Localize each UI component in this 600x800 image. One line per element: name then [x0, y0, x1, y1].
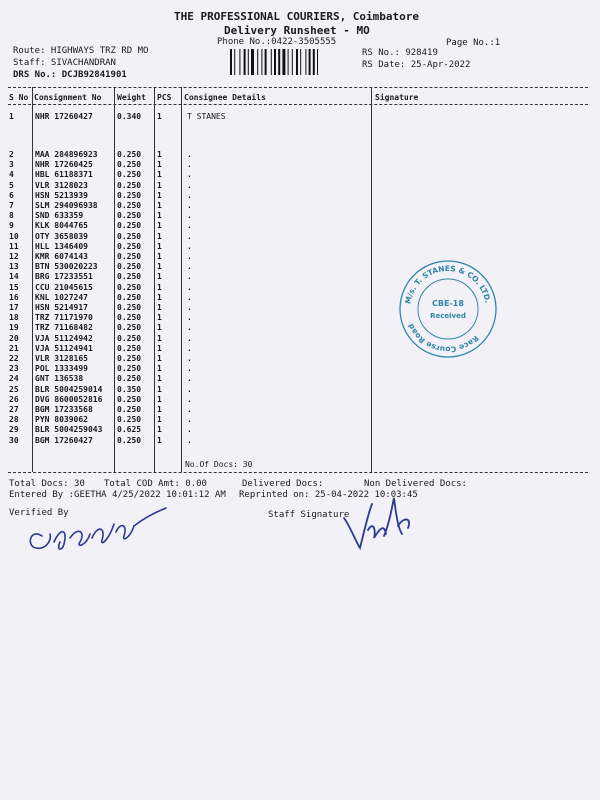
row-consignment-no: HLL 1346409	[35, 241, 88, 251]
row-consignment-no: MAA 284896923	[35, 150, 98, 159]
row-pcs: 1	[157, 160, 162, 170]
row-consignment-no: KLK 8044765	[35, 221, 88, 231]
row-weight: 0.350	[117, 384, 142, 394]
company-title: THE PROFESSIONAL COURIERS, Coimbatore	[174, 10, 420, 23]
row-consignee: .	[187, 354, 192, 363]
row-pcs: 1	[157, 112, 162, 121]
table-row	[8, 405, 578, 415]
row-consignee: .	[187, 323, 192, 333]
row-consignment-no: HSN 5214917	[35, 303, 88, 312]
row-sno: 14	[9, 272, 19, 282]
row-consignment-no: BLR 5004259014	[35, 384, 103, 394]
table-row	[8, 436, 578, 446]
row-consignment-no: TRZ 71171970	[35, 313, 93, 323]
table-top-rule	[8, 87, 588, 88]
row-sno: 1	[9, 112, 14, 121]
row-pcs: 1	[157, 364, 162, 374]
row-sno: 6	[9, 190, 14, 200]
row-weight: 0.250	[117, 272, 142, 282]
row-consignee: .	[187, 241, 192, 251]
row-sno: 5	[9, 180, 14, 190]
row-pcs: 1	[157, 435, 162, 445]
table-row	[8, 201, 578, 211]
row-weight: 0.250	[117, 354, 142, 363]
row-consignment-no: PYN 8039062	[35, 415, 88, 425]
row-consignee: .	[187, 394, 192, 404]
row-sno: 20	[9, 333, 19, 343]
row-consignee: .	[187, 160, 192, 170]
row-consignment-no: VJA 51124942	[35, 333, 93, 343]
table-row	[8, 232, 578, 242]
row-consignee: .	[187, 333, 192, 343]
row-consignee: .	[187, 364, 192, 374]
table-row	[8, 112, 578, 122]
row-sno: 11	[9, 241, 19, 251]
row-weight: 0.250	[117, 313, 142, 323]
row-consignee: .	[187, 303, 192, 312]
stamp-ring-text: M/s. T. STANES & CO. LTD.	[403, 263, 493, 305]
reprinted-on: Reprinted on: 25-04-2022 10:03:45	[239, 490, 418, 500]
table-row	[8, 160, 578, 170]
row-weight: 0.250	[117, 303, 142, 312]
table-row	[8, 150, 578, 160]
row-consignment-no: TRZ 71168482	[35, 323, 93, 333]
row-consignee: .	[187, 231, 192, 241]
row-weight: 0.250	[117, 170, 142, 180]
row-weight: 0.250	[117, 231, 142, 241]
table-row	[8, 374, 578, 384]
table-row	[8, 191, 578, 201]
table-row	[8, 385, 578, 395]
row-pcs: 1	[157, 221, 162, 231]
row-consignee: .	[187, 415, 192, 425]
row-pcs: 1	[157, 405, 162, 414]
col-header-sno: S No	[9, 93, 29, 102]
row-weight: 0.250	[117, 415, 142, 425]
row-weight: 0.250	[117, 333, 142, 343]
row-pcs: 1	[157, 241, 162, 251]
row-pcs: 1	[157, 180, 162, 190]
row-weight: 0.250	[117, 201, 142, 210]
total-docs: Total Docs: 30	[9, 479, 85, 489]
row-sno: 25	[9, 384, 19, 394]
row-weight: 0.250	[117, 435, 142, 445]
row-consignment-no: VLR 3128165	[35, 354, 88, 363]
page-number: Page No.:1	[446, 38, 501, 48]
row-consignment-no: CCU 21045615	[35, 282, 93, 292]
row-consignee: .	[187, 405, 192, 414]
row-sno: 12	[9, 252, 19, 261]
row-pcs: 1	[157, 282, 162, 292]
rs-date: RS Date: 25-Apr-2022	[362, 60, 471, 70]
row-consignee: .	[187, 211, 192, 221]
row-consignee: .	[187, 221, 192, 231]
table-row	[8, 395, 578, 405]
row-sno: 19	[9, 323, 19, 333]
row-pcs: 1	[157, 425, 162, 435]
row-sno: 22	[9, 354, 19, 363]
row-sno: 28	[9, 415, 19, 425]
row-consignee: .	[187, 374, 192, 384]
stamp-center-text: CBE-18	[432, 299, 464, 308]
row-pcs: 1	[157, 394, 162, 404]
row-consignment-no: KMR 6074143	[35, 252, 88, 261]
row-sno: 15	[9, 282, 19, 292]
table-row	[8, 242, 578, 252]
route: Route: HIGHWAYS TRZ RD MO	[13, 46, 149, 56]
row-pcs: 1	[157, 292, 162, 302]
non-delivered-docs: Non Delivered Docs:	[364, 479, 467, 489]
row-sno: 3	[9, 160, 14, 170]
table-row	[8, 364, 578, 374]
row-pcs: 1	[157, 415, 162, 425]
verified-by-label: Verified By	[9, 508, 69, 518]
row-consignee: .	[187, 343, 192, 353]
row-consignment-no: GNT 136538	[35, 374, 84, 384]
row-weight: 0.250	[117, 150, 142, 159]
row-pcs: 1	[157, 303, 162, 312]
row-pcs: 1	[157, 150, 162, 159]
row-consignment-no: BRG 17233551	[35, 272, 93, 282]
row-pcs: 1	[157, 313, 162, 323]
row-consignment-no: NHR 17260425	[35, 160, 93, 170]
row-consignee: .	[187, 201, 192, 210]
row-consignee: .	[187, 292, 192, 302]
row-pcs: 1	[157, 374, 162, 384]
row-consignee: .	[187, 170, 192, 180]
row-weight: 0.250	[117, 323, 142, 333]
no-of-docs: No.Of Docs: 30	[185, 460, 253, 469]
row-consignee: .	[187, 252, 192, 261]
row-sno: 30	[9, 435, 19, 445]
row-sno: 13	[9, 262, 19, 272]
row-consignment-no: DVG 8600052816	[35, 394, 103, 404]
row-sno: 27	[9, 405, 19, 414]
row-consignee: .	[187, 425, 192, 435]
row-pcs: 1	[157, 252, 162, 261]
row-consignee: .	[187, 180, 192, 190]
row-pcs: 1	[157, 201, 162, 210]
row-weight: 0.250	[117, 252, 142, 261]
row-pcs: 1	[157, 384, 162, 394]
row-consignment-no: BGM 17233568	[35, 405, 93, 414]
row-consignment-no: BTN 530020223	[35, 262, 98, 272]
row-weight: 0.625	[117, 425, 142, 435]
col-header-consignment: Consignment No	[34, 93, 102, 102]
col-header-pcs: PCS	[157, 93, 172, 102]
table-row	[8, 425, 578, 435]
row-consignee: .	[187, 190, 192, 200]
row-sno: 16	[9, 292, 19, 302]
row-consignment-no: KNL 1027247	[35, 292, 88, 302]
table-bottom-rule	[8, 472, 588, 473]
row-consignee: .	[187, 272, 192, 282]
row-sno: 26	[9, 394, 19, 404]
row-sno: 7	[9, 201, 14, 210]
row-pcs: 1	[157, 354, 162, 363]
col-header-consignee: Consignee Details	[184, 93, 266, 102]
row-consignment-no: BGM 17260427	[35, 435, 93, 445]
drs-number: DRS No.: DCJB92841901	[13, 70, 127, 80]
row-pcs: 1	[157, 343, 162, 353]
row-weight: 0.250	[117, 221, 142, 231]
row-sno: 10	[9, 231, 19, 241]
row-consignment-no: VJA 51124941	[35, 343, 93, 353]
row-consignee: .	[187, 384, 192, 394]
staff-signature	[338, 492, 418, 552]
table-row	[8, 211, 578, 221]
row-weight: 0.250	[117, 394, 142, 404]
entered-by: Entered By :GEETHA 4/25/2022 10:01:12 AM	[9, 490, 226, 500]
row-consignee: .	[187, 150, 192, 159]
row-sno: 2	[9, 150, 14, 159]
table-row	[8, 170, 578, 180]
phone-number: Phone No.:0422-3505555	[217, 37, 337, 47]
company-stamp	[397, 258, 499, 360]
row-weight: 0.250	[117, 292, 142, 302]
row-consignment-no: SLM 294096938	[35, 201, 98, 210]
table-row	[8, 415, 578, 425]
row-pcs: 1	[157, 262, 162, 272]
row-weight: 0.250	[117, 190, 142, 200]
row-sno: 9	[9, 221, 14, 231]
row-weight: 0.250	[117, 160, 142, 170]
row-weight: 0.340	[117, 112, 142, 121]
row-weight: 0.250	[117, 180, 142, 190]
row-consignment-no: BLR 5004259043	[35, 425, 103, 435]
table-row	[8, 221, 578, 231]
rs-number: RS No.: 928419	[362, 48, 438, 58]
row-consignment-no: SND 633359	[35, 211, 84, 221]
stamp-received-text: Received	[430, 312, 466, 320]
row-weight: 0.250	[117, 282, 142, 292]
row-sno: 17	[9, 303, 19, 312]
row-pcs: 1	[157, 211, 162, 221]
row-sno: 29	[9, 425, 19, 435]
row-pcs: 1	[157, 333, 162, 343]
row-consignment-no: VLR 3128023	[35, 180, 88, 190]
col-header-weight: Weight	[117, 93, 146, 102]
document-title: Delivery Runsheet - MO	[224, 24, 370, 37]
row-weight: 0.250	[117, 343, 142, 353]
row-consignee: .	[187, 313, 192, 323]
row-weight: 0.250	[117, 211, 142, 221]
total-cod: Total COD Amt: 0.00	[104, 479, 207, 489]
row-weight: 0.250	[117, 405, 142, 414]
row-consignment-no: HSN 5213939	[35, 190, 88, 200]
row-sno: 4	[9, 170, 14, 180]
barcode	[230, 49, 356, 75]
row-weight: 0.250	[117, 364, 142, 374]
row-pcs: 1	[157, 170, 162, 180]
row-consignment-no: POL 1333499	[35, 364, 88, 374]
row-pcs: 1	[157, 190, 162, 200]
staff: Staff: SIVACHANDRAN	[13, 58, 116, 68]
row-sno: 24	[9, 374, 19, 384]
table-header-rule	[8, 104, 588, 105]
row-consignee: .	[187, 262, 192, 272]
row-sno: 21	[9, 343, 19, 353]
row-weight: 0.250	[117, 241, 142, 251]
row-sno: 8	[9, 211, 14, 221]
row-consignee: .	[187, 435, 192, 445]
row-weight: 0.250	[117, 374, 142, 384]
delivered-docs: Delivered Docs:	[242, 479, 324, 489]
row-consignment-no: NHR 17260427	[35, 112, 93, 121]
row-weight: 0.250	[117, 262, 142, 272]
staff-signature-label: Staff Signature	[268, 510, 350, 520]
row-consignee: .	[187, 282, 192, 292]
table-row	[8, 181, 578, 191]
stamp-ring-text-2: Race Course Road	[406, 322, 481, 355]
row-sno: 18	[9, 313, 19, 323]
row-sno: 23	[9, 364, 19, 374]
row-pcs: 1	[157, 272, 162, 282]
row-pcs: 1	[157, 231, 162, 241]
row-pcs: 1	[157, 323, 162, 333]
col-header-signature: Signature	[375, 93, 419, 102]
row-consignment-no: HBL 61188371	[35, 170, 93, 180]
row-consignee: T STANES	[187, 112, 226, 121]
verified-signature	[20, 498, 170, 558]
row-consignment-no: OTY 3658039	[35, 231, 88, 241]
